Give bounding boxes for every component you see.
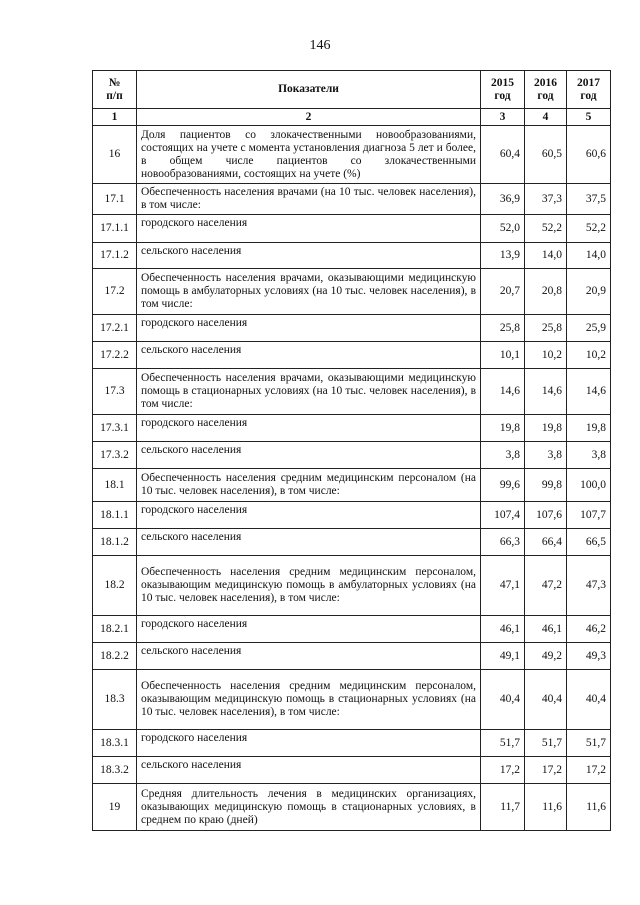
table-row — [93, 643, 611, 670]
index-cell: 3 — [481, 109, 525, 126]
value-2017: 107,7 — [567, 502, 611, 529]
value-2017: 10,2 — [567, 342, 611, 369]
value-2015: 51,7 — [481, 730, 525, 757]
value-2015: 17,2 — [481, 757, 525, 784]
value-2015: 3,8 — [481, 442, 525, 469]
value-2015: 66,3 — [481, 529, 525, 556]
table-row — [93, 502, 611, 529]
value-2016: 47,2 — [525, 556, 567, 616]
value-2015: 107,4 — [481, 502, 525, 529]
table-header-row — [93, 71, 611, 109]
index-cell: 2 — [137, 109, 481, 126]
table-row — [93, 469, 611, 502]
row-number: 19 — [93, 784, 137, 831]
row-number: 18.2.1 — [93, 616, 137, 643]
row-indicator: Средняя длительность лечения в медицинских организациях, оказывающих медицинскую помощь в стационарных условиях, в среднем по краю (дней) — [137, 784, 481, 831]
value-2015: 49,1 — [481, 643, 525, 670]
row-indicator: Обеспеченность населения средним медицинским персоналом, оказывающим медицинскую помощь в стационарных условиях (на 10 тыс. человек населения), в том числе: — [137, 670, 481, 730]
value-2017: 25,9 — [567, 315, 611, 342]
row-indicator: городского населения — [137, 502, 481, 529]
value-2015: 40,4 — [481, 670, 525, 730]
value-2017: 100,0 — [567, 469, 611, 502]
value-2016: 60,5 — [525, 126, 567, 184]
value-2015: 47,1 — [481, 556, 525, 616]
row-indicator: Обеспеченность населения врачами, оказывающими медицинскую помощь в амбулаторных условиях (на 10 тыс. человек населения), в том числе: — [137, 269, 481, 315]
value-2016: 20,8 — [525, 269, 567, 315]
value-2016: 51,7 — [525, 730, 567, 757]
value-2015: 14,6 — [481, 369, 525, 415]
row-number: 18.2.2 — [93, 643, 137, 670]
row-indicator: городского населения — [137, 215, 481, 243]
value-2016: 52,2 — [525, 215, 567, 243]
value-2015: 19,8 — [481, 415, 525, 442]
row-indicator: Обеспеченность населения средним медицинским персоналом, оказывающим медицинскую помощь в амбулаторных условиях (на 10 тыс. человек населения), в том числе: — [137, 556, 481, 616]
column-index-row — [93, 109, 611, 126]
value-2017: 3,8 — [567, 442, 611, 469]
row-number: 17.1 — [93, 184, 137, 215]
value-2017: 46,2 — [567, 616, 611, 643]
table-row — [93, 730, 611, 757]
value-2016: 66,4 — [525, 529, 567, 556]
value-2017: 60,6 — [567, 126, 611, 184]
value-2017: 49,3 — [567, 643, 611, 670]
row-number: 17.3.1 — [93, 415, 137, 442]
row-number: 18.3.2 — [93, 757, 137, 784]
value-2017: 47,3 — [567, 556, 611, 616]
value-2015: 46,1 — [481, 616, 525, 643]
table-row — [93, 616, 611, 643]
value-2017: 17,2 — [567, 757, 611, 784]
table-row — [93, 369, 611, 415]
index-cell: 4 — [525, 109, 567, 126]
value-2016: 14,6 — [525, 369, 567, 415]
row-indicator: Обеспеченность населения врачами, оказывающими медицинскую помощь в стационарных условиях (на 10 тыс. человек населения), в том числе: — [137, 369, 481, 415]
value-2017: 37,5 — [567, 184, 611, 215]
value-2016: 49,2 — [525, 643, 567, 670]
table-body — [93, 126, 611, 831]
value-2017: 14,6 — [567, 369, 611, 415]
row-indicator: Обеспеченность населения средним медицинским персоналом (на 10 тыс. человек населения), в том числе: — [137, 469, 481, 502]
indicators-table — [92, 70, 611, 831]
row-number: 18.3.1 — [93, 730, 137, 757]
page-number: 146 — [309, 38, 331, 53]
value-2015: 10,1 — [481, 342, 525, 369]
row-number: 18.3 — [93, 670, 137, 730]
value-2015: 20,7 — [481, 269, 525, 315]
value-2015: 60,4 — [481, 126, 525, 184]
row-number: 18.1.2 — [93, 529, 137, 556]
value-2017: 14,0 — [567, 243, 611, 269]
value-2015: 36,9 — [481, 184, 525, 215]
row-indicator: городского населения — [137, 315, 481, 342]
value-2016: 10,2 — [525, 342, 567, 369]
value-2016: 17,2 — [525, 757, 567, 784]
value-2016: 11,6 — [525, 784, 567, 831]
value-2016: 19,8 — [525, 415, 567, 442]
table-row — [93, 315, 611, 342]
value-2017: 66,5 — [567, 529, 611, 556]
table-row — [93, 442, 611, 469]
row-indicator: Обеспеченность населения врачами (на 10 тыс. человек населения), в том числе: — [137, 184, 481, 215]
table-row — [93, 415, 611, 442]
value-2017: 11,6 — [567, 784, 611, 831]
value-2017: 40,4 — [567, 670, 611, 730]
row-indicator: сельского населения — [137, 643, 481, 670]
value-2016: 99,8 — [525, 469, 567, 502]
row-number: 17.1.1 — [93, 215, 137, 243]
header-year-2016: 2016 год — [525, 71, 567, 109]
value-2016: 46,1 — [525, 616, 567, 643]
table-row — [93, 184, 611, 215]
value-2016: 40,4 — [525, 670, 567, 730]
value-2015: 99,6 — [481, 469, 525, 502]
row-number: 16 — [93, 126, 137, 184]
header-indicator: Показатели — [137, 71, 481, 109]
value-2015: 13,9 — [481, 243, 525, 269]
row-indicator: сельского населения — [137, 442, 481, 469]
row-number: 17.2.2 — [93, 342, 137, 369]
value-2017: 19,8 — [567, 415, 611, 442]
table-row — [93, 670, 611, 730]
header-num: № п/п — [93, 71, 137, 109]
table-row — [93, 757, 611, 784]
row-indicator: сельского населения — [137, 243, 481, 269]
value-2016: 25,8 — [525, 315, 567, 342]
row-number: 18.1 — [93, 469, 137, 502]
row-number: 17.2 — [93, 269, 137, 315]
row-number: 18.1.1 — [93, 502, 137, 529]
index-cell: 1 — [93, 109, 137, 126]
row-indicator: городского населения — [137, 415, 481, 442]
row-number: 17.3 — [93, 369, 137, 415]
row-indicator: Доля пациентов со злокачественными новообразованиями, состоящих на учете с момента установления диагноза 5 лет и более, в общем числе пациентов со злокачественными новообразованиями, состоящих на учете (%) — [137, 126, 481, 184]
header-year-2017: 2017 год — [567, 71, 611, 109]
value-2017: 20,9 — [567, 269, 611, 315]
value-2015: 25,8 — [481, 315, 525, 342]
row-number: 18.2 — [93, 556, 137, 616]
row-indicator: городского населения — [137, 616, 481, 643]
table-row — [93, 243, 611, 269]
row-number: 17.3.2 — [93, 442, 137, 469]
row-number: 17.2.1 — [93, 315, 137, 342]
value-2016: 14,0 — [525, 243, 567, 269]
table-row — [93, 529, 611, 556]
table-row — [93, 342, 611, 369]
value-2016: 3,8 — [525, 442, 567, 469]
table-row — [93, 126, 611, 184]
value-2015: 52,0 — [481, 215, 525, 243]
table-row — [93, 556, 611, 616]
value-2016: 37,3 — [525, 184, 567, 215]
row-indicator: сельского населения — [137, 529, 481, 556]
row-indicator: сельского населения — [137, 342, 481, 369]
value-2017: 51,7 — [567, 730, 611, 757]
value-2016: 107,6 — [525, 502, 567, 529]
index-cell: 5 — [567, 109, 611, 126]
row-indicator: сельского населения — [137, 757, 481, 784]
row-number: 17.1.2 — [93, 243, 137, 269]
header-year-2015: 2015 год — [481, 71, 525, 109]
value-2017: 52,2 — [567, 215, 611, 243]
table-row — [93, 784, 611, 831]
table-row — [93, 269, 611, 315]
value-2015: 11,7 — [481, 784, 525, 831]
table-row — [93, 215, 611, 243]
row-indicator: городского населения — [137, 730, 481, 757]
